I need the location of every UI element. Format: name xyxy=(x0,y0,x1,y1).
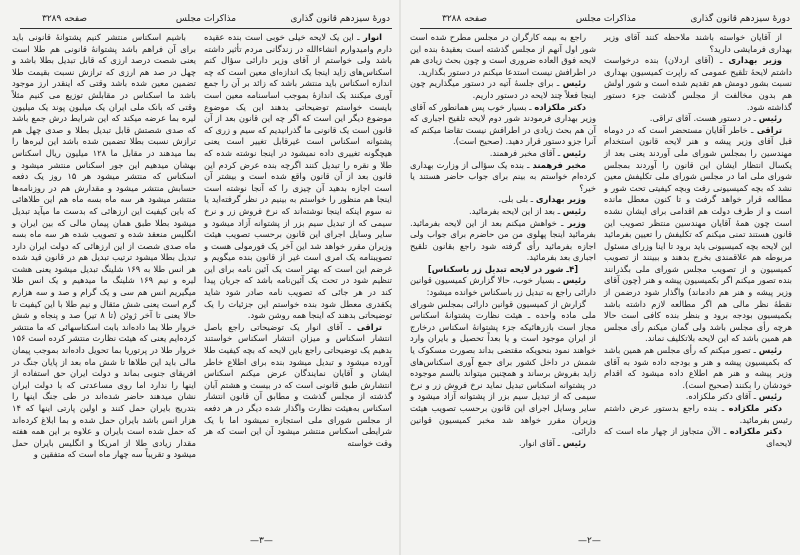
speaker-name: تراقی xyxy=(756,124,782,135)
page-number: صفحه ۳۲۸۹ xyxy=(42,14,88,24)
page-header xyxy=(22,14,390,28)
publication-title: مذاکرات مجلس xyxy=(575,14,637,24)
transcript-paragraph xyxy=(410,218,596,264)
speech-text: ـ خاطر آقایان مستحضر است که در دوماه قبل آقای وزیر پیشه و هنر لایحه قانون استخدام مهندسین را بمجلس شورای ملی آوردند یعنی بعد از یکسال انتظار ایشان این قانون را آوردند بمجلس شورای ملی اما در مجلس شورای ملی تکلیفش معین نشد که بچه کمیسیونی رفت وبچه کیفیتی تحت شور و مطالعه قرار خواهد گرفت و تا کنون معطل مانده است و از طرف دولت هم اقدامی برای ایشان نشده است چون همهٔ آقایان مهندسین منتظر تصویب این قانون هستند تمنی میکنم که تکلیفش را تعیین بفرمائید این لایحه بچه کمیسیونی باید برود تا اینا وزرای مسئول مربوطه هم علاقمندی بخرج بدهند و ببینند از تصویب کمیسیون و از تصویب مجلس شورای ملی بگذرانند بنده تصور میکنم اگر بکمیسیون پیشه و هنر (چون آقای وزیر پیشه و هنر هم دادماند) واگذار شود درضمن از نقطهٔ نظر مالی هم اگر مطالعه لازم داشته باشد بکمیسیون بودجه برود و بنظر بنده کافی است حالا هرچه رأی مجلس باشد ولی گمان میکنم رأی مجلس هم همین باشد که این لایحه بلاتکلیف نماند. xyxy=(604,124,792,344)
transcript-paragraph xyxy=(604,32,792,55)
speaker-name: رئیس xyxy=(562,437,586,448)
text-column-left xyxy=(410,32,596,449)
speech-text: باشیم اسکناس منتشر کنیم پشتوانهٔ قانونی باید برای آن فراهم باشد پشتوانهٔ قانونی هم طلا است یعنی شصت درصد ارزی که قابل تبدیل بطلا باشد و چهل در صد هم ارزی که ترازش نسبت بقیمت طلا تضمین معین شده باشد وقتی که اینقدر ارز موجود باشد ما اسکناس در مقابلش توزیع می کنیم مثلاً وقتی که بانک ملی ایران یک میلیون پوند یک میلیون لیره بما عرضه میکند که این شرایط درش جمع باشد که صدی شصتش قابل تبدیل بطلا و صدی چهل هم ترازش نسبت بطلا تضمین شده باشد این لیره‌ها را بما میدهند در مقابل ما ۱۲۸ میلیون ریال اسکناس بهشان میدهیم این جور اسکناس منتشر میشود و اسکناس که منتشر میشود هر ۱۵ روز یک دفعه حسابش منتشر میشود و مقدارش هم در روزنامه‌ها منتشر میشود هر سه ماه بسه ماه هم این طلاهائی که باین کیفیت این ارزهائی که بدست ما میآید تبدیل میشود بطلا طبق همان پیمان مالی که بین ایران و انگلیس منعقد شده و تصویب شده هر سه ماه بسه ماه صدی شصت از این ارزهائی که دولت ایران دارد تبدیل بطلا میشود ترتیب تبدیل هم در قانون قید شده هر انس طلا به ۱۶۹ شلینگ تبدیل میشود یعنی هشت لیره و نیم ۱۶۹ شلینگ ما میدهیم و یک انس طلا میگیریم انس هم سی و یک گرام و صد و سه هزارم گرم است یعنی شش مثقال و نیم طلا با این کیفیت تا حالا یعنی تا آخر ژوئن (تا ۸ تیر) صد و پنجاه و شش خروار طلا بما داده‌اند بابت اسکناسهائی که ما منتشر کرده‌ایم یعنی که هیئت نظارت منتشر کرده است ۱۵۶ خروار طلا در پرتوریا بما تحویل داده‌اند بموجب پیمان مالی باید این طلاها تا شش ماه بعد از پایان جنگ در افریقای جنوبی بماند و دولت ایران حق استفاده از اینها را ندارد اما روی مساعدتی که با دولت ایران نشان میدهند حاضر شده‌اند در طی جنگ اینها را بتدریج بایران حمل کنند و اولین پارتی اینها که ۱۴ هزار انس باشد بایران حمل شده و بما ابلاغ کرده‌اند که حمل شده است بایران و علاوه بر این همه هفته مقدار زیادی طلا از امریکا و انگلیس بایران حمل میشود و تقریباً سه چهار ماه است که متفقین و xyxy=(12,32,197,460)
speech-text: ـ در دستور هست. آقای تراقی. xyxy=(649,113,759,124)
transcript-paragraph xyxy=(204,32,392,322)
speech-text: گزارش از کمیسیون قوانین دارائی بمجلس شورای ملی ماده واحده ـ هیئت نظارت پشتوانهٔ اسکناس مجاز است بازرهائیکه جزء پشتوانهٔ اسکناس درخارج از ایران موجود است و یا بعداً تحصیل و بایران وارد خواهند نمود بنحویکه مقتضی بداند بصورت مسکوک یا شمش در داخل کشور برای جمع آوری اسکناس‌های زاید بفروش برساند و همچنین میتواند بالسم موجوده در پشتوانه اسکناس تبدیل نماید نرخ فروش زر و نرخ سیمی که از تبدیل سیم بزر از پشتوانه آزاد میشود و سایر وسایل اجرای این قانون برحسب تصویب هیئت وزیران مقرر خواهد شد مخبر کمیسیون قوانین دارائی. xyxy=(410,298,596,437)
speech-text: راجع به بیمه کارگران در مجلس مطرح شده است شور اول آنهم از مجلس گذشته است بعقیدهٔ بنده این لایحه فوق العاده ضروری است و چون بحث زیادی هم در اطرافش نیست استدعا میکنم در دستور بگذارید. xyxy=(410,32,596,77)
page-header xyxy=(422,14,790,28)
speaker-name: انوار xyxy=(363,32,382,42)
page-footer-number: —۳— xyxy=(250,536,273,546)
transcript-paragraph xyxy=(410,148,596,160)
transcript-paragraph xyxy=(410,194,596,206)
transcript-paragraph xyxy=(604,403,792,426)
speech-text: ـ الآن متجاوز از چهار ماه است که لایحه‌ای xyxy=(604,426,792,448)
page-3288 xyxy=(400,0,800,555)
speech-text: ـ آقای دکتر ملکزاده. xyxy=(685,391,759,402)
transcript-paragraph xyxy=(410,102,596,148)
page-number: صفحه ۳۲۸۸ xyxy=(442,14,488,24)
text-column-right xyxy=(204,32,392,449)
speaker-name: رئیس xyxy=(562,205,586,216)
page-footer-number: —۲— xyxy=(578,536,601,546)
text-column-left xyxy=(12,32,196,461)
transcript-paragraph xyxy=(410,32,596,78)
speech-text: ـ بعد از این لایحه بفرمائید. xyxy=(469,205,563,216)
transcript-paragraph xyxy=(604,426,792,449)
session-title: دورهٔ سیزدهم قانون گذاری xyxy=(290,14,390,24)
transcript-paragraph xyxy=(410,78,596,101)
transcript-paragraph xyxy=(12,32,196,461)
speech-text: ـ تصور میکنم که رأی مجلس هم همین باشد که بکمیسیون پیشه و هنر و بودجه داده شود به آقای وزیر پیشه و هنر هم اطلاع داده میشود که اقدام خودشان را بکنند (صحیح است). xyxy=(604,345,792,390)
speaker-name: وزیر xyxy=(567,217,586,228)
speaker-name: رئیس xyxy=(758,391,782,402)
transcript-paragraph xyxy=(604,345,792,391)
transcript-paragraph xyxy=(604,113,792,125)
speaker-name: وزیر بهداری xyxy=(728,55,782,66)
speech-text: ـ برای جلسهٔ آتیه در دستور میگذاریم چون اینجا فعلاً چند لایحه در دستور داریم. xyxy=(410,78,596,100)
speech-text: ـ آقای انوار یک توضیحاتی راجع باصل انتشار اسکناس و میزان انتشار اسکناس خواستند بدهیم یک توضیحاتی راجع باین لایحه که بچه کیفیت طلا آورده میشود و تبدیل میشود بنده برای اطلاع خاطر ایشان و آقایان نمایندگان عرض میکنم اسکناس انتشارش طبق قانونی است که در بیست و هشتم آبان گذشته از مجلس گذشت و مطابق آن قانون انتشار اسکناس به‌هیئت نظارت واگذار شده دیگر در هر دفعه از مجلس شورای ملی استجازه نمیشود اما با یک شرایطی اسکناس منتشر میشود آن این است که هر وقت خواسته xyxy=(204,321,392,448)
transcript-paragraph xyxy=(410,299,596,438)
speech-text: ـ بنده راجع بدستور عرض داشتم رئیس بفرمائید. xyxy=(604,403,792,425)
header-rule xyxy=(420,28,792,29)
speech-text: ـ این یک لایحه خیلی خوبی است بنده عقیده دارم وامیدوارم انشاءالله در زندگانی مردم تأثیر داشته باشد ولی خواستم از آقای وزیر دارائی سؤال کنم اسکناس‌های زاید اینجا یک اندازه‌ای معین است که چه اندازه اسکناس باید منتشر باشد که زائد بر آن را جمع آوری میکنند یک اندازهٔ بموجب اساسنامه معین است بایست خواستم توضیحاتی بدهند این یک موضوع موضوع دیگر این است که اگر چه این قانون بعد از آن قانون است یک قانونی ما گذرانیدیم که سیم و زری که پشتوانه اسکناس است غیرقابل تغییر است یعنی هیچگونه تغییری داده نمیشود در اینجا نوشته شده که طلا و نقره را تبدیل کنند اگرچه بنده عرض کردم این قانون بعد از آن قانون واقع شده است و بیشتر آن است اجازه بدهید آن چیزی را که آنجا نوشته است اینجا هم منظور را خواستم به بینیم در نظر گرفته‌اید یا نه سوم اینکه اینجا نوشته‌اند که نرخ فروش زر و نرخ سیمی که از تبدیل سیم بزر از پشتوانه آزاد میشود و سایر وسایل اجرای این قانون برحسب تصویب هیئت وزیران مقرر خواهد شد این آخر یک فورمولی هست و تصویبنامه یک امری است غیر از قانون بنده میگویم و غرضم این است که بهتر است یک آئین نامه برای این تنظیم شود در تحت یک آئین‌نامه باشد که جریان پیدا کند در هر جائی که تصویب نامه صادر شود شاید یکقدری معطل شود بنده خواستم این جزئیات را یک توضیحاتی بدهند که اینجا همه روشن شود. xyxy=(204,32,392,321)
speech-text: ـ بسیار خوب پس همانطور که آقای وزیر بهداری فرمودند شور دوم لایحه تلقیح اجباری که آن هم بحث زیادی در اطرافش نیست تقاضا میکنم که آنرا جزو دستور قرار دهید. (صحیح است). xyxy=(410,101,596,147)
speaker-name: تراقی xyxy=(356,321,382,332)
section-heading: [۴ـ شور در لایحه تبدیل زر باسکناس] xyxy=(427,263,579,274)
speaker-name: رئیس xyxy=(562,78,586,89)
transcript-paragraph xyxy=(604,125,792,345)
session-title: دورهٔ سیزدهم قانون گذاری xyxy=(690,14,790,24)
transcript-paragraph xyxy=(410,275,596,298)
speaker-name: رئیس xyxy=(758,345,782,356)
speaker-name: وزیر بهداری xyxy=(535,194,586,205)
speaker-name: دکتر ملکزاده xyxy=(534,101,586,112)
speech-text: ـ آقای مخبر فرهمند. xyxy=(489,147,563,158)
speech-text: ـ خواهش میکنم بعد از این لایحه بفرمائید. بفرمائید اینجا پهلوی من من حاضرم برای جواب ولی اجازه بفرمائید رأی گرفته شود راجع بقانون تلقیح اجباری بعد بفرمائید. xyxy=(410,217,596,263)
speaker-name: دکتر ملکزاده xyxy=(729,426,782,437)
transcript-paragraph xyxy=(410,438,596,450)
transcript-paragraph xyxy=(604,391,792,403)
speech-text: ـ (آقای اردلان) بنده درخواست داشتم لایحهٔ تلقیح عمومی که راپرت کمیسیون بهداری نسبت بشور دومش هم تقدیم شده است و شور اولش هم بدون مخالفت از مجلس گذشت جزء دستور گذاشته شود. xyxy=(604,55,792,112)
transcript-paragraph xyxy=(604,55,792,113)
speaker-name: دکتر ملکزاده xyxy=(728,403,783,413)
publication-title: مذاکرات مجلس xyxy=(175,14,237,24)
speech-text: ـ آقای انوار. xyxy=(518,437,563,448)
text-column-right xyxy=(604,32,792,449)
transcript-paragraph xyxy=(410,160,596,195)
speaker-name: مخبر فرهمند xyxy=(532,159,586,170)
header-rule xyxy=(20,28,392,29)
speech-text: از آقایان خواسته باشند ملاحظه کنند آقای وزیر بهداری فرمایشی دارید؟ xyxy=(604,32,792,54)
speaker-name: رئیس xyxy=(758,113,782,124)
speech-text: ـ بلی بلی. xyxy=(498,194,536,205)
speaker-name: رئیس xyxy=(562,147,586,158)
speech-text: ـ بسیار خوب، حالا گزارش کمیسیون قوانین دارائی راجع به تبدیل زر باسکناس خوانده میشود: xyxy=(410,275,596,298)
transcript-paragraph xyxy=(410,206,596,218)
transcript-paragraph xyxy=(204,322,392,450)
speech-text: ـ بنده یک سؤالی از وزارت بهداری کرده‌ام خواستم به بینم برای جواب حاضر هستند یا خیر؟ xyxy=(410,159,596,193)
speaker-name: رئیس xyxy=(562,275,586,286)
